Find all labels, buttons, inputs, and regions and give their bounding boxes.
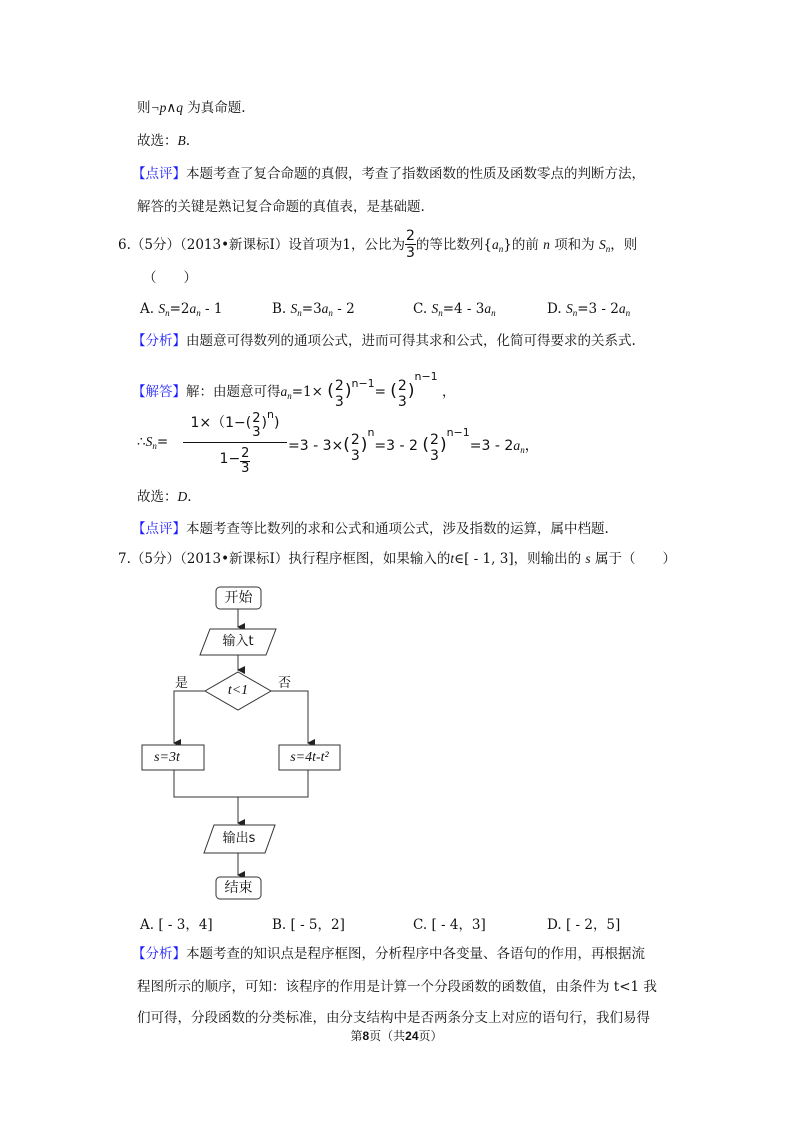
q6-stem: 6.（5分）（2013•新课标Ⅰ）设首项为1，公比为 $\frac{2}{3}$ 的等比数列$\{a_n\}$的前 n 项和为 $S_n$，则 — [118, 228, 638, 261]
flow-output-label: 输出s — [222, 831, 256, 846]
page-number: 8 — [362, 1029, 370, 1043]
q7-option-a: A. [ - 3，4] — [140, 917, 213, 933]
q6-option-b: B. $S_n=3a_n - 2$ — [272, 301, 355, 318]
review-text: 本题考查了复合命题的真假，考查了指数函数的性质及函数零点的判断方法， — [186, 166, 645, 182]
text: 项和为 — [554, 237, 595, 253]
analysis-tag: 【分析】 — [132, 946, 186, 962]
analysis-tag: 【分析】 — [132, 333, 186, 349]
review-tag: 【点评】 — [132, 521, 186, 537]
q6-solution: 【解答】解：由题意可得$a_n=1\times$ ( 2 3 )$^{n-1}$= ( 2 3 )$^{n-1}$ ， — [132, 370, 456, 410]
question-number: 7. — [118, 551, 131, 567]
fraction: 2 3 — [334, 378, 344, 410]
answer: D — [177, 489, 188, 504]
q7-option-b: B. [ - 5，2] — [272, 917, 345, 933]
review-tag: 【点评】 — [132, 166, 186, 182]
text: ，则 — [610, 237, 638, 253]
page-total: 24 — [405, 1029, 419, 1043]
solution-tag: 【解答】 — [132, 384, 186, 400]
q6-option-c: C. $S_n=4 - 3a_n$ — [413, 301, 496, 318]
q7-analysis-line2 — [137, 977, 657, 997]
q7-option-d: D. [ - 2，5] — [547, 917, 621, 933]
text: }的前 — [503, 237, 539, 253]
text: 故选： — [137, 133, 178, 149]
answer: B — [177, 133, 186, 148]
flow-input-label: 输入t — [222, 634, 254, 649]
analysis-text: 们可得，分段函数的分类标准，由分支结构中是否两条分支上对应的语句行，我们易得 — [137, 1010, 650, 1026]
analysis-text: 本题考查的知识点是程序框图，分析程序中各变量、各语句的作用，再根据流 — [186, 946, 645, 962]
flow-condition-label: t<1 — [227, 683, 249, 698]
q6-choice: 故选：D. — [137, 489, 192, 505]
question-score: （5分） — [130, 237, 180, 253]
review-text: 解答的关键是熟记复合命题的真值表，是基础题. — [137, 199, 425, 215]
question-number: 6. — [118, 237, 131, 253]
question-source: （2013•新课标Ⅰ） — [179, 237, 289, 253]
page-footer: 第8页（共24页） — [350, 1029, 443, 1043]
flow-yes-branch-label: s=3t — [154, 750, 180, 765]
prev-choice: 故选：B. — [137, 133, 191, 149]
flow-yes-label: 是 — [175, 676, 189, 691]
review-text: 本题考查等比数列的求和公式和通项公式，涉及指数的运算，属中档题. — [186, 521, 609, 537]
text: 的等比数列{ — [415, 237, 492, 253]
q6-option-d: D. $S_n=3 - 2a_n$ — [547, 301, 631, 318]
q7-option-c: C. [ - 4，3] — [413, 917, 486, 933]
flow-end-label: 结束 — [224, 880, 253, 896]
question-score: （5分） — [130, 551, 180, 567]
text: 则 — [137, 100, 151, 116]
analysis-text: 程图所示的顺序，可知：该程序的作用是计算一个分段函数的函数值，由条件为 t<1 我 — [137, 979, 657, 995]
option-label: A. — [140, 301, 155, 317]
q7-analysis — [132, 944, 645, 964]
flow-start-label: 开始 — [224, 590, 253, 606]
text: 设首项为1，公比为 — [288, 237, 405, 253]
flow-no-branch-label: s=4t-t² — [290, 750, 329, 765]
analysis-text: 由题意可得数列的通项公式，进而可得其求和公式，化简可得要求的关系式. — [186, 333, 636, 349]
question-source: （2013•新课标Ⅰ） — [179, 551, 289, 567]
option-label: B. — [272, 301, 287, 317]
option-label: C. — [413, 301, 428, 317]
q6-option-a: A. $S_n=2a_n - 1$ — [140, 301, 223, 318]
answer-blank: （ ） — [143, 270, 197, 286]
fraction: 2 3 — [397, 378, 407, 410]
q7-stem: 7.（5分）（2013•新课标Ⅰ）执行程序框图，如果输入的t∈[ - 1, 3]，则输出的 s 属于（ ） — [118, 551, 676, 567]
logic-expression: ¬p∧q — [150, 100, 183, 115]
text: 为真命题. — [187, 100, 246, 116]
option-label: D. — [547, 301, 562, 317]
flow-no-label: 否 — [278, 676, 292, 691]
q7-analysis-line3 — [137, 1008, 650, 1028]
fraction: $\frac{2}{3}$ — [405, 228, 415, 261]
